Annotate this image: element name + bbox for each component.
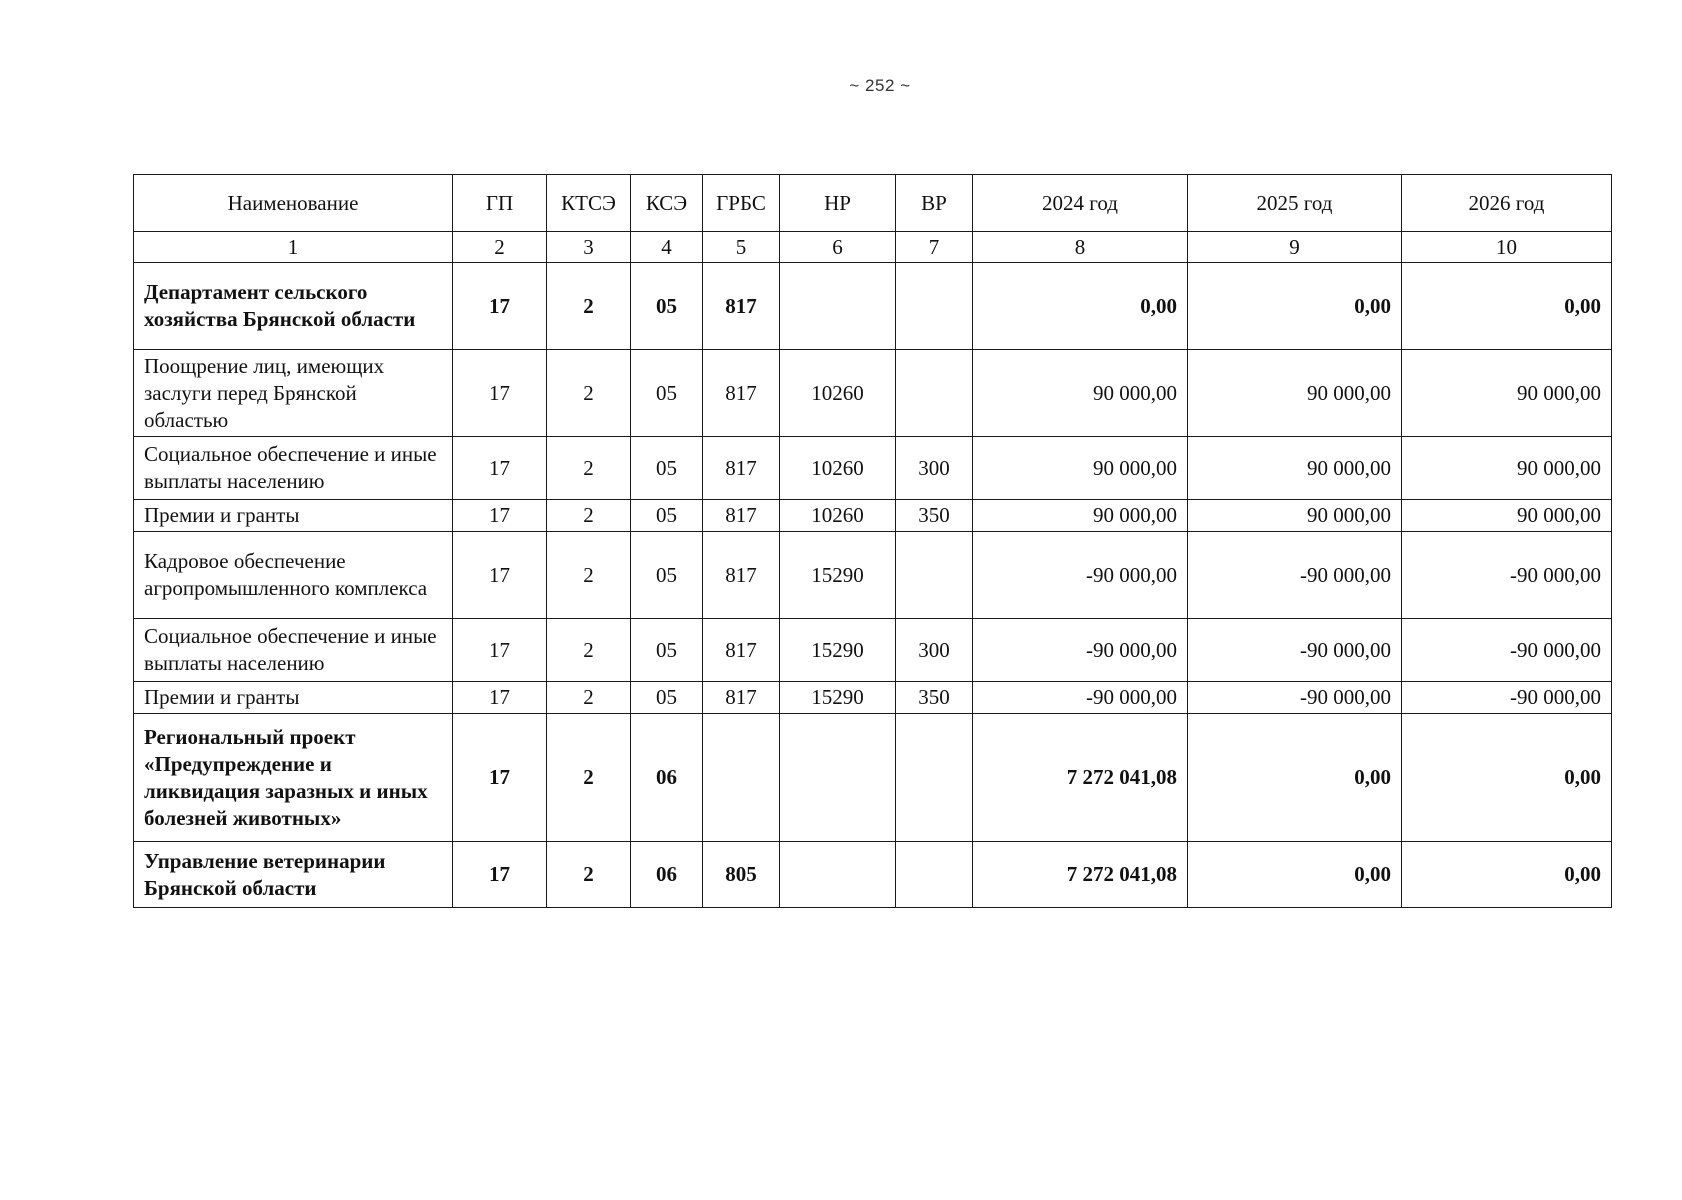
row-kse: 05 bbox=[631, 437, 703, 500]
row-gp: 17 bbox=[453, 500, 547, 532]
row-gp: 17 bbox=[453, 263, 547, 350]
row-vr: 300 bbox=[896, 619, 973, 682]
row-2025: -90 000,00 bbox=[1188, 619, 1402, 682]
header-vr: ВР bbox=[896, 175, 973, 232]
row-vr: 350 bbox=[896, 500, 973, 532]
row-name: Департамент сельского хозяйства Брянской области bbox=[134, 263, 453, 350]
row-gp: 17 bbox=[453, 714, 547, 842]
table-row bbox=[134, 350, 1612, 437]
header-2024: 2024 год bbox=[973, 175, 1188, 232]
column-number: 10 bbox=[1402, 232, 1612, 263]
column-number: 9 bbox=[1188, 232, 1402, 263]
row-2024: 7 272 041,08 bbox=[973, 714, 1188, 842]
row-nr bbox=[780, 842, 896, 908]
row-nr bbox=[780, 714, 896, 842]
header-2025: 2025 год bbox=[1188, 175, 1402, 232]
row-name: Социальное обеспечение и иные выплаты населению bbox=[134, 437, 453, 500]
page-number: ~ 252 ~ bbox=[849, 76, 911, 95]
column-number: 1 bbox=[134, 232, 453, 263]
header-2026: 2026 год bbox=[1402, 175, 1612, 232]
row-2024: 90 000,00 bbox=[973, 350, 1188, 437]
table-row bbox=[134, 842, 1612, 908]
header-row bbox=[134, 175, 1612, 232]
column-number: 5 bbox=[703, 232, 780, 263]
row-vr bbox=[896, 532, 973, 619]
row-2025: -90 000,00 bbox=[1188, 682, 1402, 714]
row-kse: 05 bbox=[631, 500, 703, 532]
row-name: Социальное обеспечение и иные выплаты населению bbox=[134, 619, 453, 682]
row-grbs: 817 bbox=[703, 437, 780, 500]
row-2026: 90 000,00 bbox=[1402, 500, 1612, 532]
column-number: 4 bbox=[631, 232, 703, 263]
row-2025: 0,00 bbox=[1188, 714, 1402, 842]
row-grbs: 817 bbox=[703, 263, 780, 350]
row-ktse: 2 bbox=[547, 682, 631, 714]
row-gp: 17 bbox=[453, 842, 547, 908]
budget-table bbox=[133, 174, 1612, 908]
row-gp: 17 bbox=[453, 619, 547, 682]
header-gp: ГП bbox=[453, 175, 547, 232]
row-grbs: 817 bbox=[703, 350, 780, 437]
row-kse: 06 bbox=[631, 842, 703, 908]
row-ktse: 2 bbox=[547, 437, 631, 500]
row-vr: 350 bbox=[896, 682, 973, 714]
row-gp: 17 bbox=[453, 682, 547, 714]
row-vr bbox=[896, 842, 973, 908]
row-2025: 90 000,00 bbox=[1188, 350, 1402, 437]
row-2026: 90 000,00 bbox=[1402, 350, 1612, 437]
row-grbs: 817 bbox=[703, 500, 780, 532]
row-ktse: 2 bbox=[547, 619, 631, 682]
table-row bbox=[134, 500, 1612, 532]
header-grbs: ГРБС bbox=[703, 175, 780, 232]
row-2024: 0,00 bbox=[973, 263, 1188, 350]
row-gp: 17 bbox=[453, 437, 547, 500]
row-kse: 05 bbox=[631, 532, 703, 619]
row-nr: 10260 bbox=[780, 500, 896, 532]
column-number: 8 bbox=[973, 232, 1188, 263]
row-2026: -90 000,00 bbox=[1402, 619, 1612, 682]
row-name: Премии и гранты bbox=[134, 682, 453, 714]
row-2025: 90 000,00 bbox=[1188, 500, 1402, 532]
row-kse: 05 bbox=[631, 619, 703, 682]
row-ktse: 2 bbox=[547, 842, 631, 908]
header-name: Наименование bbox=[134, 175, 453, 232]
row-2025: 0,00 bbox=[1188, 263, 1402, 350]
row-grbs: 817 bbox=[703, 532, 780, 619]
row-2026: 90 000,00 bbox=[1402, 437, 1612, 500]
row-ktse: 2 bbox=[547, 263, 631, 350]
row-2024: 7 272 041,08 bbox=[973, 842, 1188, 908]
row-gp: 17 bbox=[453, 350, 547, 437]
row-nr: 15290 bbox=[780, 619, 896, 682]
row-2024: -90 000,00 bbox=[973, 619, 1188, 682]
row-gp: 17 bbox=[453, 532, 547, 619]
row-2024: -90 000,00 bbox=[973, 532, 1188, 619]
row-2024: 90 000,00 bbox=[973, 500, 1188, 532]
row-2025: -90 000,00 bbox=[1188, 532, 1402, 619]
row-name: Региональный проект «Предупреждение и ликвидация заразных и иных болезней животных» bbox=[134, 714, 453, 842]
column-number: 2 bbox=[453, 232, 547, 263]
table-row bbox=[134, 682, 1612, 714]
row-2025: 0,00 bbox=[1188, 842, 1402, 908]
row-grbs: 817 bbox=[703, 682, 780, 714]
row-nr: 10260 bbox=[780, 350, 896, 437]
row-vr: 300 bbox=[896, 437, 973, 500]
table-row bbox=[134, 714, 1612, 842]
row-kse: 05 bbox=[631, 263, 703, 350]
row-2026: -90 000,00 bbox=[1402, 532, 1612, 619]
header-kse: КСЭ bbox=[631, 175, 703, 232]
table-row bbox=[134, 532, 1612, 619]
header-nr: НР bbox=[780, 175, 896, 232]
row-ktse: 2 bbox=[547, 714, 631, 842]
row-ktse: 2 bbox=[547, 350, 631, 437]
row-name: Поощрение лиц, имеющих заслуги перед Брянской областью bbox=[134, 350, 453, 437]
row-2026: 0,00 bbox=[1402, 714, 1612, 842]
row-vr bbox=[896, 714, 973, 842]
row-2026: 0,00 bbox=[1402, 842, 1612, 908]
row-kse: 05 bbox=[631, 350, 703, 437]
row-vr bbox=[896, 350, 973, 437]
column-number: 7 bbox=[896, 232, 973, 263]
row-nr bbox=[780, 263, 896, 350]
row-nr: 10260 bbox=[780, 437, 896, 500]
row-ktse: 2 bbox=[547, 500, 631, 532]
table-row bbox=[134, 437, 1612, 500]
row-2025: 90 000,00 bbox=[1188, 437, 1402, 500]
row-name: Управление ветеринарии Брянской области bbox=[134, 842, 453, 908]
row-name: Кадровое обеспечение агропромышленного комплекса bbox=[134, 532, 453, 619]
row-2024: 90 000,00 bbox=[973, 437, 1188, 500]
row-ktse: 2 bbox=[547, 532, 631, 619]
header-ktse: КТСЭ bbox=[547, 175, 631, 232]
column-number-row bbox=[134, 232, 1612, 263]
row-grbs: 817 bbox=[703, 619, 780, 682]
row-vr bbox=[896, 263, 973, 350]
row-2024: -90 000,00 bbox=[973, 682, 1188, 714]
row-2026: -90 000,00 bbox=[1402, 682, 1612, 714]
row-name: Премии и гранты bbox=[134, 500, 453, 532]
row-2026: 0,00 bbox=[1402, 263, 1612, 350]
column-number: 3 bbox=[547, 232, 631, 263]
row-grbs bbox=[703, 714, 780, 842]
column-number: 6 bbox=[780, 232, 896, 263]
table-row bbox=[134, 263, 1612, 350]
row-kse: 06 bbox=[631, 714, 703, 842]
row-nr: 15290 bbox=[780, 532, 896, 619]
row-kse: 05 bbox=[631, 682, 703, 714]
table-row bbox=[134, 619, 1612, 682]
row-grbs: 805 bbox=[703, 842, 780, 908]
row-nr: 15290 bbox=[780, 682, 896, 714]
